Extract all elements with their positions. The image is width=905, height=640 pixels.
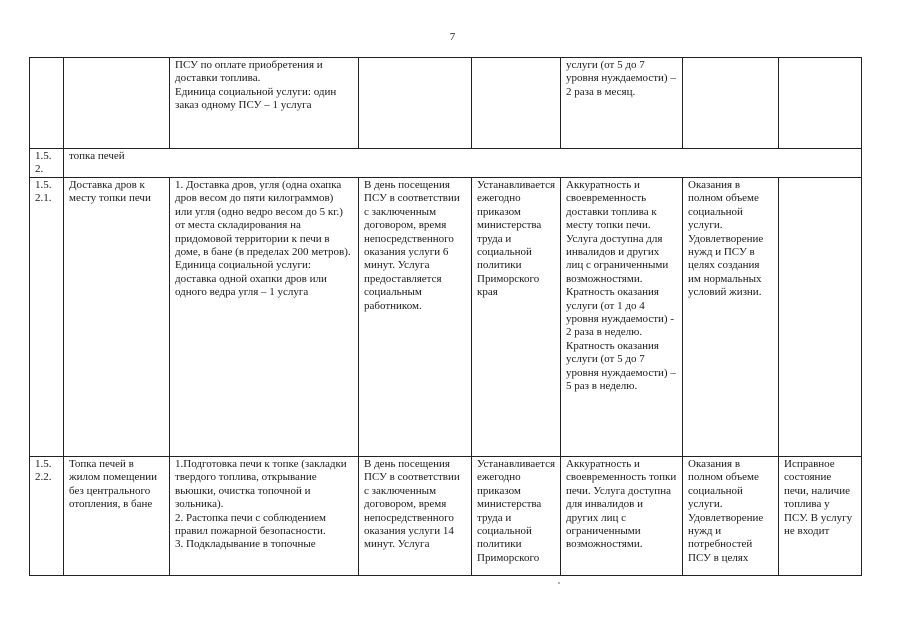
cell-evaluation: Оказания в полном объеме социальной услуги. Удовлетворение нужд и ПСУ в целях создания им нормальных условий жизни.: [683, 178, 779, 457]
cell-time-text: В день посещения ПСУ в соответствии с заключенным договором, время непосредственного оказания услуги 14 минут. Услуга: [364, 458, 460, 551]
services-table: [29, 57, 862, 576]
cell-content-text: 1.Подготовка печи к топке (закладки твердого топлива, открывание вьюшки, очистка топочной и зольника). 2. Растопка печи с соблюдением правил пожарной безопасности. 3. Подкладывание в топочные: [175, 458, 347, 551]
cell-cost: Устанавливается ежегодно приказом министерства труда и социальной политики Приморского края: [472, 178, 561, 457]
cell-num: [30, 58, 64, 149]
cell-quality-text: Аккуратность и своевременность топки печи. Услуга доступна для инвалидов и других лиц с ограниченными возможностями.: [566, 458, 677, 551]
cell-quality: услуги (от 5 до 7 уровня нуждаемости) – 2 раза в месяц.: [561, 58, 683, 149]
scan-speck: [558, 582, 560, 584]
table-row-section: [30, 149, 862, 178]
cell-name: [64, 58, 170, 149]
cell-content: 1. Доставка дров, угля (одна охапка дров весом до пяти килограммов) или угля (одно ведро весом до 5 кг.) от места складирования на придомовой территории к печи в доме, в бане (в пределах 200 метров). Единица социальной услуги: доставка одной охапки дров или одного ведра угля – 1 услуга: [170, 178, 359, 457]
cell-time: В день посещения ПСУ в соответствии с заключенным договором, время непосредственного оказания услуги 6 минут. Услуга предоставляется социальным работником.: [359, 178, 472, 457]
cell-name-text: Топка печей в жилом помещении без центрального отопления, в бане: [69, 458, 158, 511]
cell-evaluation: [683, 58, 779, 149]
page-number: 7: [449, 31, 456, 43]
cell-cost: [472, 457, 561, 576]
cell-num: 1.5. 2.: [30, 149, 64, 178]
table-row: [30, 178, 862, 457]
cell-conditions: [779, 178, 862, 457]
cell-conditions-text: Исправное состояние печи, наличие топлива у ПСУ. В услугу не входит: [784, 458, 853, 538]
cell-evaluation-text: Оказания в полном объеме социальной услуги. Удовлетворение нужд и потребностей ПСУ в целях: [688, 458, 764, 564]
cell-evaluation: [683, 457, 779, 576]
table-row: [30, 457, 862, 576]
cell-conditions: [779, 457, 862, 576]
cell-num: 1.5. 2.1.: [30, 178, 64, 457]
cell-num: [30, 457, 64, 576]
cell-quality: Аккуратность и своевременность доставки топлива к месту топки печи. Услуга доступна для инвалидов и других лиц с ограниченными возможностями. Кратность оказания услуги (от 1 до 4 уровня нуждаемости) - 2 раза в неделю. Кратность оказания услуги (от 5 до 7 уровня нуждаемости) – 5 раз в неделю.: [561, 178, 683, 457]
cell-time: [359, 58, 472, 149]
cell-content: [170, 457, 359, 576]
cell-name: [64, 457, 170, 576]
cell-conditions: [779, 58, 862, 149]
cell-time: [359, 457, 472, 576]
cell-content: ПСУ по оплате приобретения и доставки топлива. Единица социальной услуги: один заказ одному ПСУ – 1 услуга: [170, 58, 359, 149]
cell-cost: [472, 58, 561, 149]
section-title: топка печей: [64, 149, 862, 178]
cell-quality: [561, 457, 683, 576]
cell-cost-text: Устанавливается ежегодно приказом министерства труда и социальной политики Приморского: [477, 458, 555, 564]
cell-name: Доставка дров к месту топки печи: [64, 178, 170, 457]
table-row-continuation: [30, 58, 862, 149]
cell-num-text: 1.5. 2.2.: [35, 458, 52, 484]
